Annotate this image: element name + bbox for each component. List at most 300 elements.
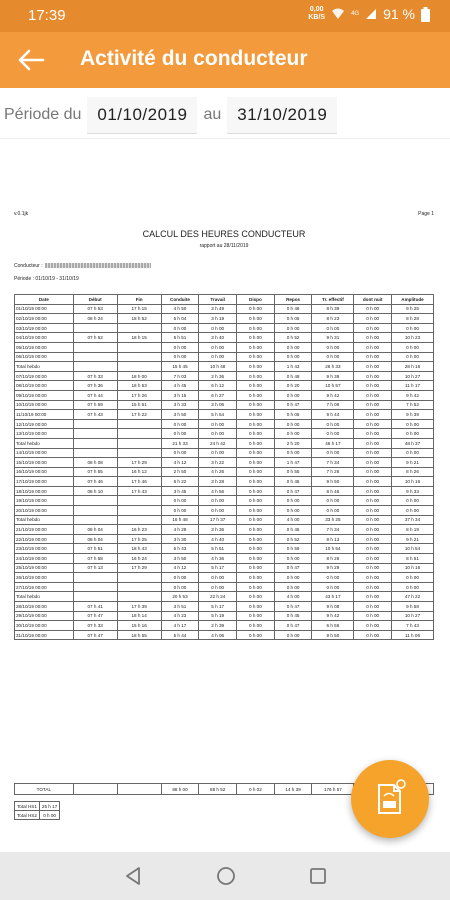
table-cell: 17/10/19 00:00 bbox=[15, 477, 74, 487]
table-cell: 0 h 00 bbox=[237, 400, 275, 410]
table-cell: 0 h 00 bbox=[354, 611, 392, 621]
hs-cell: Total HS1 bbox=[15, 802, 40, 811]
wifi-off-icon bbox=[331, 8, 345, 20]
total-cell: 14 h 39 bbox=[274, 784, 312, 795]
battery-percent: 91 % bbox=[383, 6, 415, 22]
table-cell: 07 h 53 bbox=[73, 304, 117, 314]
table-cell: 4 h 00 bbox=[274, 592, 312, 602]
table-cell: 11 h 17 bbox=[392, 381, 434, 391]
table-cell: 03/10/19 00:00 bbox=[15, 323, 74, 333]
table-cell: 4 h 12 bbox=[161, 458, 199, 468]
table-cell: 0 h 00 bbox=[237, 419, 275, 429]
table-cell: 0 h 00 bbox=[161, 573, 199, 583]
table-cell: 5 h 51 bbox=[161, 333, 199, 343]
total-cell: 0 h 02 bbox=[237, 784, 275, 795]
table-cell: 0 h 00 bbox=[199, 323, 237, 333]
table-cell: 0 h 00 bbox=[312, 323, 354, 333]
table-cell: 9 h 44 bbox=[312, 410, 354, 420]
table-cell: 08 h 08 bbox=[73, 458, 117, 468]
period-selector bbox=[0, 92, 450, 138]
network-speed bbox=[308, 6, 325, 22]
table-cell: 16 h 23 bbox=[117, 525, 161, 535]
table-cell: 9 h 58 bbox=[392, 602, 434, 612]
table-cell bbox=[117, 438, 161, 448]
table-row bbox=[15, 410, 434, 420]
table-cell: 8 h 28 bbox=[392, 314, 434, 324]
table-cell: 12/10/19 00:00 bbox=[15, 419, 74, 429]
table-cell: 0 h 00 bbox=[354, 506, 392, 516]
table-row bbox=[15, 630, 434, 640]
table-cell: 07 h 33 bbox=[73, 371, 117, 381]
table-cell: 0 h 00 bbox=[354, 534, 392, 544]
table-cell: 0 h 00 bbox=[274, 496, 312, 506]
table-cell: 08 h 24 bbox=[73, 314, 117, 324]
table-cell: 0 h 05 bbox=[274, 314, 312, 324]
table-cell: 0 h 00 bbox=[237, 438, 275, 448]
table-row bbox=[15, 314, 434, 324]
table-cell: 27/10/19 00:00 bbox=[15, 582, 74, 592]
table-cell: 0 h 00 bbox=[237, 467, 275, 477]
table-cell: 0 h 00 bbox=[392, 429, 434, 439]
table-cell: 18 h 55 bbox=[117, 630, 161, 640]
table-cell: 4 h 12 bbox=[161, 563, 199, 573]
table-cell: 0 h 00 bbox=[354, 486, 392, 496]
table-cell: 07 h 52 bbox=[73, 333, 117, 343]
table-cell: 25/10/19 00:00 bbox=[15, 563, 74, 573]
table-cell: 0 h 00 bbox=[161, 448, 199, 458]
table-cell: 15 h 51 bbox=[117, 400, 161, 410]
table-cell: 13/10/19 00:00 bbox=[15, 429, 74, 439]
table-cell: 7 h 03 bbox=[161, 371, 199, 381]
table-cell: 4 h 56 bbox=[199, 486, 237, 496]
report-page-number: Page 1 bbox=[418, 211, 434, 217]
table-cell bbox=[73, 362, 117, 372]
pdf-preview[interactable] bbox=[0, 138, 450, 852]
table-cell: 7 h 06 bbox=[312, 400, 354, 410]
table-cell: 0 h 00 bbox=[392, 506, 434, 516]
table-cell: 17 h 43 bbox=[117, 486, 161, 496]
table-cell: 10 h 54 bbox=[392, 544, 434, 554]
table-cell: 07 h 41 bbox=[73, 602, 117, 612]
table-row bbox=[15, 352, 434, 362]
table-cell: 0 h 00 bbox=[392, 323, 434, 333]
table-cell bbox=[117, 352, 161, 362]
table-cell: 0 h 05 bbox=[274, 410, 312, 420]
table-cell bbox=[73, 438, 117, 448]
table-cell: 0 h 00 bbox=[199, 506, 237, 516]
table-cell bbox=[117, 323, 161, 333]
table-cell: 0 h 00 bbox=[392, 582, 434, 592]
table-cell: 0 h 00 bbox=[237, 611, 275, 621]
table-cell: 0 h 00 bbox=[354, 592, 392, 602]
table-cell: 0 h 00 bbox=[354, 573, 392, 583]
table-cell: 0 h 00 bbox=[312, 342, 354, 352]
hs-cell: 25 h 17 bbox=[39, 802, 59, 811]
table-cell: 0 h 00 bbox=[199, 429, 237, 439]
table-cell: 0 h 00 bbox=[354, 323, 392, 333]
table-cell: 7 h 43 bbox=[392, 621, 434, 631]
table-cell: 0 h 00 bbox=[312, 352, 354, 362]
table-cell bbox=[73, 506, 117, 516]
table-cell: 46 h 17 bbox=[312, 438, 354, 448]
table-cell: 2 h 50 bbox=[161, 467, 199, 477]
table-cell: 6 h 12 bbox=[199, 381, 237, 391]
table-cell: Total hebdo bbox=[15, 592, 74, 602]
network-speed-value: 0,00 bbox=[309, 6, 324, 13]
table-cell: 0 h 00 bbox=[354, 400, 392, 410]
table-cell: 4 h 06 bbox=[199, 630, 237, 640]
table-cell: 08 h 04 bbox=[73, 534, 117, 544]
table-cell: 0 h 00 bbox=[274, 630, 312, 640]
table-cell: 10 h 54 bbox=[312, 544, 354, 554]
table-cell: 7 h 34 bbox=[312, 525, 354, 535]
table-cell: 5 h 43 bbox=[161, 544, 199, 554]
table-row bbox=[15, 554, 434, 564]
column-header: Fin bbox=[117, 295, 161, 305]
total-cell: 88 h 52 bbox=[199, 784, 237, 795]
table-cell bbox=[73, 582, 117, 592]
status-bar bbox=[0, 0, 450, 32]
table-cell: 11 h 06 bbox=[392, 630, 434, 640]
network-speed-unit: KB/S bbox=[308, 14, 326, 21]
nav-back-icon[interactable] bbox=[124, 866, 142, 886]
table-row bbox=[15, 563, 434, 573]
table-cell: 0 h 00 bbox=[199, 342, 237, 352]
table-row bbox=[15, 602, 434, 612]
table-cell: 2 h 36 bbox=[199, 371, 237, 381]
table-cell: 0 h 00 bbox=[354, 371, 392, 381]
table-cell: 18 h 52 bbox=[117, 314, 161, 324]
table-row bbox=[15, 496, 434, 506]
table-cell: 18 h 43 bbox=[117, 544, 161, 554]
table-cell: 30/10/19 00:00 bbox=[15, 621, 74, 631]
table-cell: 9 h 39 bbox=[312, 371, 354, 381]
signal-icon bbox=[365, 8, 377, 20]
hs-table bbox=[14, 801, 60, 820]
weekly-total-row bbox=[15, 515, 434, 525]
table-cell: 0 h 00 bbox=[199, 448, 237, 458]
table-cell: 10 h 16 bbox=[392, 477, 434, 487]
table-cell: 0 h 00 bbox=[237, 630, 275, 640]
table-cell: 0 h 00 bbox=[312, 506, 354, 516]
table-cell: 0 h 00 bbox=[161, 506, 199, 516]
table-cell: 5 h 44 bbox=[161, 630, 199, 640]
table-cell: 0 h 00 bbox=[274, 573, 312, 583]
column-header: Début bbox=[73, 295, 117, 305]
column-header: Repos bbox=[274, 295, 312, 305]
table-cell: 17 h 26 bbox=[117, 390, 161, 400]
total-cell: 176 h 57 bbox=[312, 784, 354, 795]
table-cell: 0 h 00 bbox=[312, 429, 354, 439]
table-row bbox=[15, 381, 434, 391]
app-bar bbox=[0, 32, 450, 88]
total-cell bbox=[73, 784, 117, 795]
table-cell: 09/10/19 00:00 bbox=[15, 390, 74, 400]
table-cell: 20/10/19 00:00 bbox=[15, 506, 74, 516]
table-cell: 10 h 16 bbox=[392, 563, 434, 573]
table-cell: 0 h 00 bbox=[274, 582, 312, 592]
table-cell: 31/10/19 00:00 bbox=[15, 630, 74, 640]
table-cell: 0 h 47 bbox=[274, 486, 312, 496]
table-cell bbox=[73, 448, 117, 458]
table-cell: 07 h 46 bbox=[73, 477, 117, 487]
hs-row bbox=[15, 802, 60, 811]
table-row bbox=[15, 621, 434, 631]
table-cell: 18 h 14 bbox=[117, 611, 161, 621]
table-cell: 0 h 00 bbox=[161, 352, 199, 362]
table-cell: 0 h 20 bbox=[274, 381, 312, 391]
table-cell: 8 h 23 bbox=[312, 314, 354, 324]
table-cell: 0 h 00 bbox=[237, 582, 275, 592]
table-cell: 24 h 42 bbox=[199, 438, 237, 448]
table-cell: 9 h 21 bbox=[392, 458, 434, 468]
table-cell: 3 h 15 bbox=[161, 390, 199, 400]
table-row bbox=[15, 448, 434, 458]
table-cell: 8 h 26 bbox=[312, 554, 354, 564]
network-type: 4G bbox=[351, 11, 360, 17]
table-cell: 0 h 00 bbox=[274, 390, 312, 400]
table-cell: 0 h 00 bbox=[392, 448, 434, 458]
table-cell: 0 h 00 bbox=[274, 448, 312, 458]
table-cell: 0 h 00 bbox=[237, 544, 275, 554]
table-cell: 0 h 00 bbox=[274, 419, 312, 429]
table-cell: 4 h 23 bbox=[161, 611, 199, 621]
table-cell bbox=[117, 448, 161, 458]
clock: 17:39 bbox=[28, 7, 66, 24]
table-cell: 9 h 42 bbox=[392, 390, 434, 400]
table-cell: 8 h 51 bbox=[392, 554, 434, 564]
table-cell: 6 h 56 bbox=[312, 621, 354, 631]
table-cell: 7 h 34 bbox=[312, 458, 354, 468]
table-cell: 0 h 00 bbox=[354, 448, 392, 458]
table-cell: 9 h 42 bbox=[312, 390, 354, 400]
table-cell: 0 h 00 bbox=[354, 458, 392, 468]
table-cell: 16 h 12 bbox=[117, 467, 161, 477]
table-cell: 2 h 20 bbox=[274, 438, 312, 448]
table-cell: 43 h 17 bbox=[312, 592, 354, 602]
table-cell bbox=[73, 429, 117, 439]
table-cell: 9 h 42 bbox=[312, 611, 354, 621]
table-cell: 18 h 00 bbox=[117, 371, 161, 381]
table-cell: 9 h 21 bbox=[392, 534, 434, 544]
table-cell: 5 h 04 bbox=[161, 314, 199, 324]
table-cell: 0 h 00 bbox=[392, 419, 434, 429]
table-cell: 10 h 48 bbox=[199, 362, 237, 372]
table-cell: 08/10/19 00:00 bbox=[15, 381, 74, 391]
table-header bbox=[15, 295, 434, 305]
table-cell: 21/10/19 00:00 bbox=[15, 525, 74, 535]
table-cell bbox=[117, 362, 161, 372]
table-cell: 0 h 00 bbox=[237, 477, 275, 487]
table-cell: 0 h 00 bbox=[199, 573, 237, 583]
table-cell: 9 h 08 bbox=[312, 602, 354, 612]
table-cell: 0 h 00 bbox=[237, 390, 275, 400]
table-cell: 17 h 46 bbox=[117, 477, 161, 487]
table-cell: 0 h 00 bbox=[237, 496, 275, 506]
table-cell: 07/10/19 00:00 bbox=[15, 371, 74, 381]
table-cell: 22 h 24 bbox=[199, 592, 237, 602]
table-cell: 0 h 00 bbox=[354, 525, 392, 535]
table-cell: 4 h 29 bbox=[161, 525, 199, 535]
table-cell: 0 h 00 bbox=[392, 352, 434, 362]
table-cell: 3 h 28 bbox=[199, 477, 237, 487]
table-cell bbox=[73, 352, 117, 362]
table-row bbox=[15, 333, 434, 343]
table-cell: 0 h 00 bbox=[274, 352, 312, 362]
table-cell bbox=[117, 515, 161, 525]
table-cell bbox=[73, 323, 117, 333]
table-cell: 29/10/19 00:00 bbox=[15, 611, 74, 621]
table-cell: 0 h 00 bbox=[161, 496, 199, 506]
redacted-name bbox=[45, 263, 151, 268]
table-cell: 3 h 50 bbox=[161, 554, 199, 564]
table-cell: 0 h 00 bbox=[274, 506, 312, 516]
table-cell: 0 h 00 bbox=[312, 573, 354, 583]
table-cell: 0 h 00 bbox=[354, 477, 392, 487]
table-cell: 0 h 00 bbox=[392, 342, 434, 352]
table-cell: 0 h 45 bbox=[274, 525, 312, 535]
table-cell: 07 h 59 bbox=[73, 400, 117, 410]
table-cell: 02/10/19 00:00 bbox=[15, 314, 74, 324]
table-cell: 18/10/19 00:00 bbox=[15, 486, 74, 496]
table-cell: 0 h 00 bbox=[312, 496, 354, 506]
table-row bbox=[15, 458, 434, 468]
table-cell: 15 h 16 bbox=[117, 621, 161, 631]
table-cell: 17 h 37 bbox=[199, 515, 237, 525]
table-cell bbox=[117, 573, 161, 583]
export-pdf-button[interactable] bbox=[351, 760, 429, 838]
table-cell: 26/10/19 00:00 bbox=[15, 573, 74, 583]
table-row bbox=[15, 323, 434, 333]
nav-recents-icon[interactable] bbox=[309, 866, 327, 886]
table-cell: 0 h 00 bbox=[237, 458, 275, 468]
table-cell: 0 h 00 bbox=[237, 573, 275, 583]
column-header: Travail bbox=[199, 295, 237, 305]
table-cell: Total hebdo bbox=[15, 362, 74, 372]
table-cell: 8 h 46 bbox=[312, 486, 354, 496]
table-cell: 3 h 30 bbox=[161, 534, 199, 544]
table-cell: 0 h 00 bbox=[312, 582, 354, 592]
table-cell: 17 h 22 bbox=[117, 410, 161, 420]
table-cell: 0 h 45 bbox=[274, 477, 312, 487]
period-from-date[interactable]: 01/10/2019 bbox=[87, 97, 197, 134]
table-cell: 0 h 00 bbox=[237, 352, 275, 362]
table-cell: 17 h 29 bbox=[117, 458, 161, 468]
table-cell: 0 h 00 bbox=[237, 592, 275, 602]
table-cell: 4 h 00 bbox=[274, 515, 312, 525]
table-cell: 8 h 39 bbox=[312, 304, 354, 314]
table-cell: 0 h 52 bbox=[274, 333, 312, 343]
table-cell: 9 h 39 bbox=[392, 410, 434, 420]
table-cell: 0 h 45 bbox=[274, 611, 312, 621]
table-cell: 07 h 36 bbox=[73, 381, 117, 391]
table-cell: 0 h 00 bbox=[354, 544, 392, 554]
nav-home-icon[interactable] bbox=[216, 866, 236, 886]
table-cell: 15/10/19 00:00 bbox=[15, 458, 74, 468]
table-cell: 8 h 26 bbox=[392, 467, 434, 477]
total-cell: 88 h 00 bbox=[161, 784, 199, 795]
table-cell bbox=[73, 592, 117, 602]
table-cell: 3 h 49 bbox=[199, 304, 237, 314]
hs-row bbox=[15, 811, 60, 820]
table-row bbox=[15, 419, 434, 429]
table-cell: 2 h 39 bbox=[199, 621, 237, 631]
table-cell: 10 h 27 bbox=[392, 611, 434, 621]
table-cell: 0 h 00 bbox=[354, 563, 392, 573]
table-cell: 1 h 47 bbox=[274, 458, 312, 468]
table-cell: 0 h 00 bbox=[392, 573, 434, 583]
table-cell: 8 h 19 bbox=[392, 525, 434, 535]
table-cell: 0 h 00 bbox=[237, 506, 275, 516]
table-cell: 0 h 00 bbox=[199, 496, 237, 506]
table-row bbox=[15, 390, 434, 400]
table-cell: 10 h 27 bbox=[392, 371, 434, 381]
period-to-date[interactable]: 31/10/2019 bbox=[227, 97, 337, 134]
table-cell: 5 h 17 bbox=[199, 563, 237, 573]
table-cell: 0 h 00 bbox=[161, 429, 199, 439]
table-cell: 15 h 45 bbox=[161, 362, 199, 372]
report-driver bbox=[14, 263, 151, 269]
table-cell: 16/10/19 00:00 bbox=[15, 467, 74, 477]
table-cell: 0 h 00 bbox=[354, 333, 392, 343]
table-cell: 0 h 00 bbox=[237, 314, 275, 324]
table-cell: 21 h 33 bbox=[161, 438, 199, 448]
table-cell: 7 h 52 bbox=[392, 400, 434, 410]
pdf-icon bbox=[372, 779, 408, 819]
table-cell: 0 h 00 bbox=[354, 621, 392, 631]
table-cell: 0 h 48 bbox=[274, 371, 312, 381]
table-cell: 47 h 22 bbox=[392, 592, 434, 602]
table-cell: 0 h 00 bbox=[237, 410, 275, 420]
table-cell: 9 h 33 bbox=[392, 486, 434, 496]
table-cell bbox=[117, 342, 161, 352]
table-cell: 23/10/19 00:00 bbox=[15, 544, 74, 554]
table-cell: 37 h 34 bbox=[392, 515, 434, 525]
column-header: Date bbox=[15, 295, 74, 305]
report-title: CALCUL DES HEURES CONDUCTEUR bbox=[142, 229, 306, 239]
table-cell: 07 h 33 bbox=[73, 621, 117, 631]
table-cell: 07 h 43 bbox=[73, 410, 117, 420]
table-cell: 08 h 04 bbox=[73, 525, 117, 535]
page-title: Activité du conducteur bbox=[80, 47, 308, 70]
period-to-label: au bbox=[203, 106, 222, 123]
table-cell: 04/10/19 00:00 bbox=[15, 333, 74, 343]
table-cell: 0 h 00 bbox=[237, 371, 275, 381]
column-header: Conduite bbox=[161, 295, 199, 305]
table-cell bbox=[73, 342, 117, 352]
table-cell: 9 h 31 bbox=[312, 333, 354, 343]
table-cell: 0 h 00 bbox=[237, 515, 275, 525]
table-cell: 0 h 00 bbox=[274, 554, 312, 564]
table-cell bbox=[117, 582, 161, 592]
table-cell: 0 h 47 bbox=[274, 621, 312, 631]
table-row bbox=[15, 534, 434, 544]
back-arrow-icon[interactable] bbox=[16, 45, 46, 75]
table-cell: 3 h 19 bbox=[199, 314, 237, 324]
table-cell: 0 h 00 bbox=[354, 304, 392, 314]
table-cell: 0 h 00 bbox=[199, 352, 237, 362]
table-cell: 1 h 43 bbox=[274, 362, 312, 372]
table-cell: 20 h 53 bbox=[161, 592, 199, 602]
table-cell: 4 h 40 bbox=[199, 534, 237, 544]
table-cell: 0 h 00 bbox=[237, 602, 275, 612]
table-cell: 0 h 00 bbox=[161, 419, 199, 429]
table-cell: 22/10/19 00:00 bbox=[15, 534, 74, 544]
hs-cell: 0 h 00 bbox=[39, 811, 59, 820]
table-cell: 0 h 00 bbox=[354, 419, 392, 429]
table-cell: 33 h 25 bbox=[312, 515, 354, 525]
table-cell: 7 h 26 bbox=[312, 467, 354, 477]
